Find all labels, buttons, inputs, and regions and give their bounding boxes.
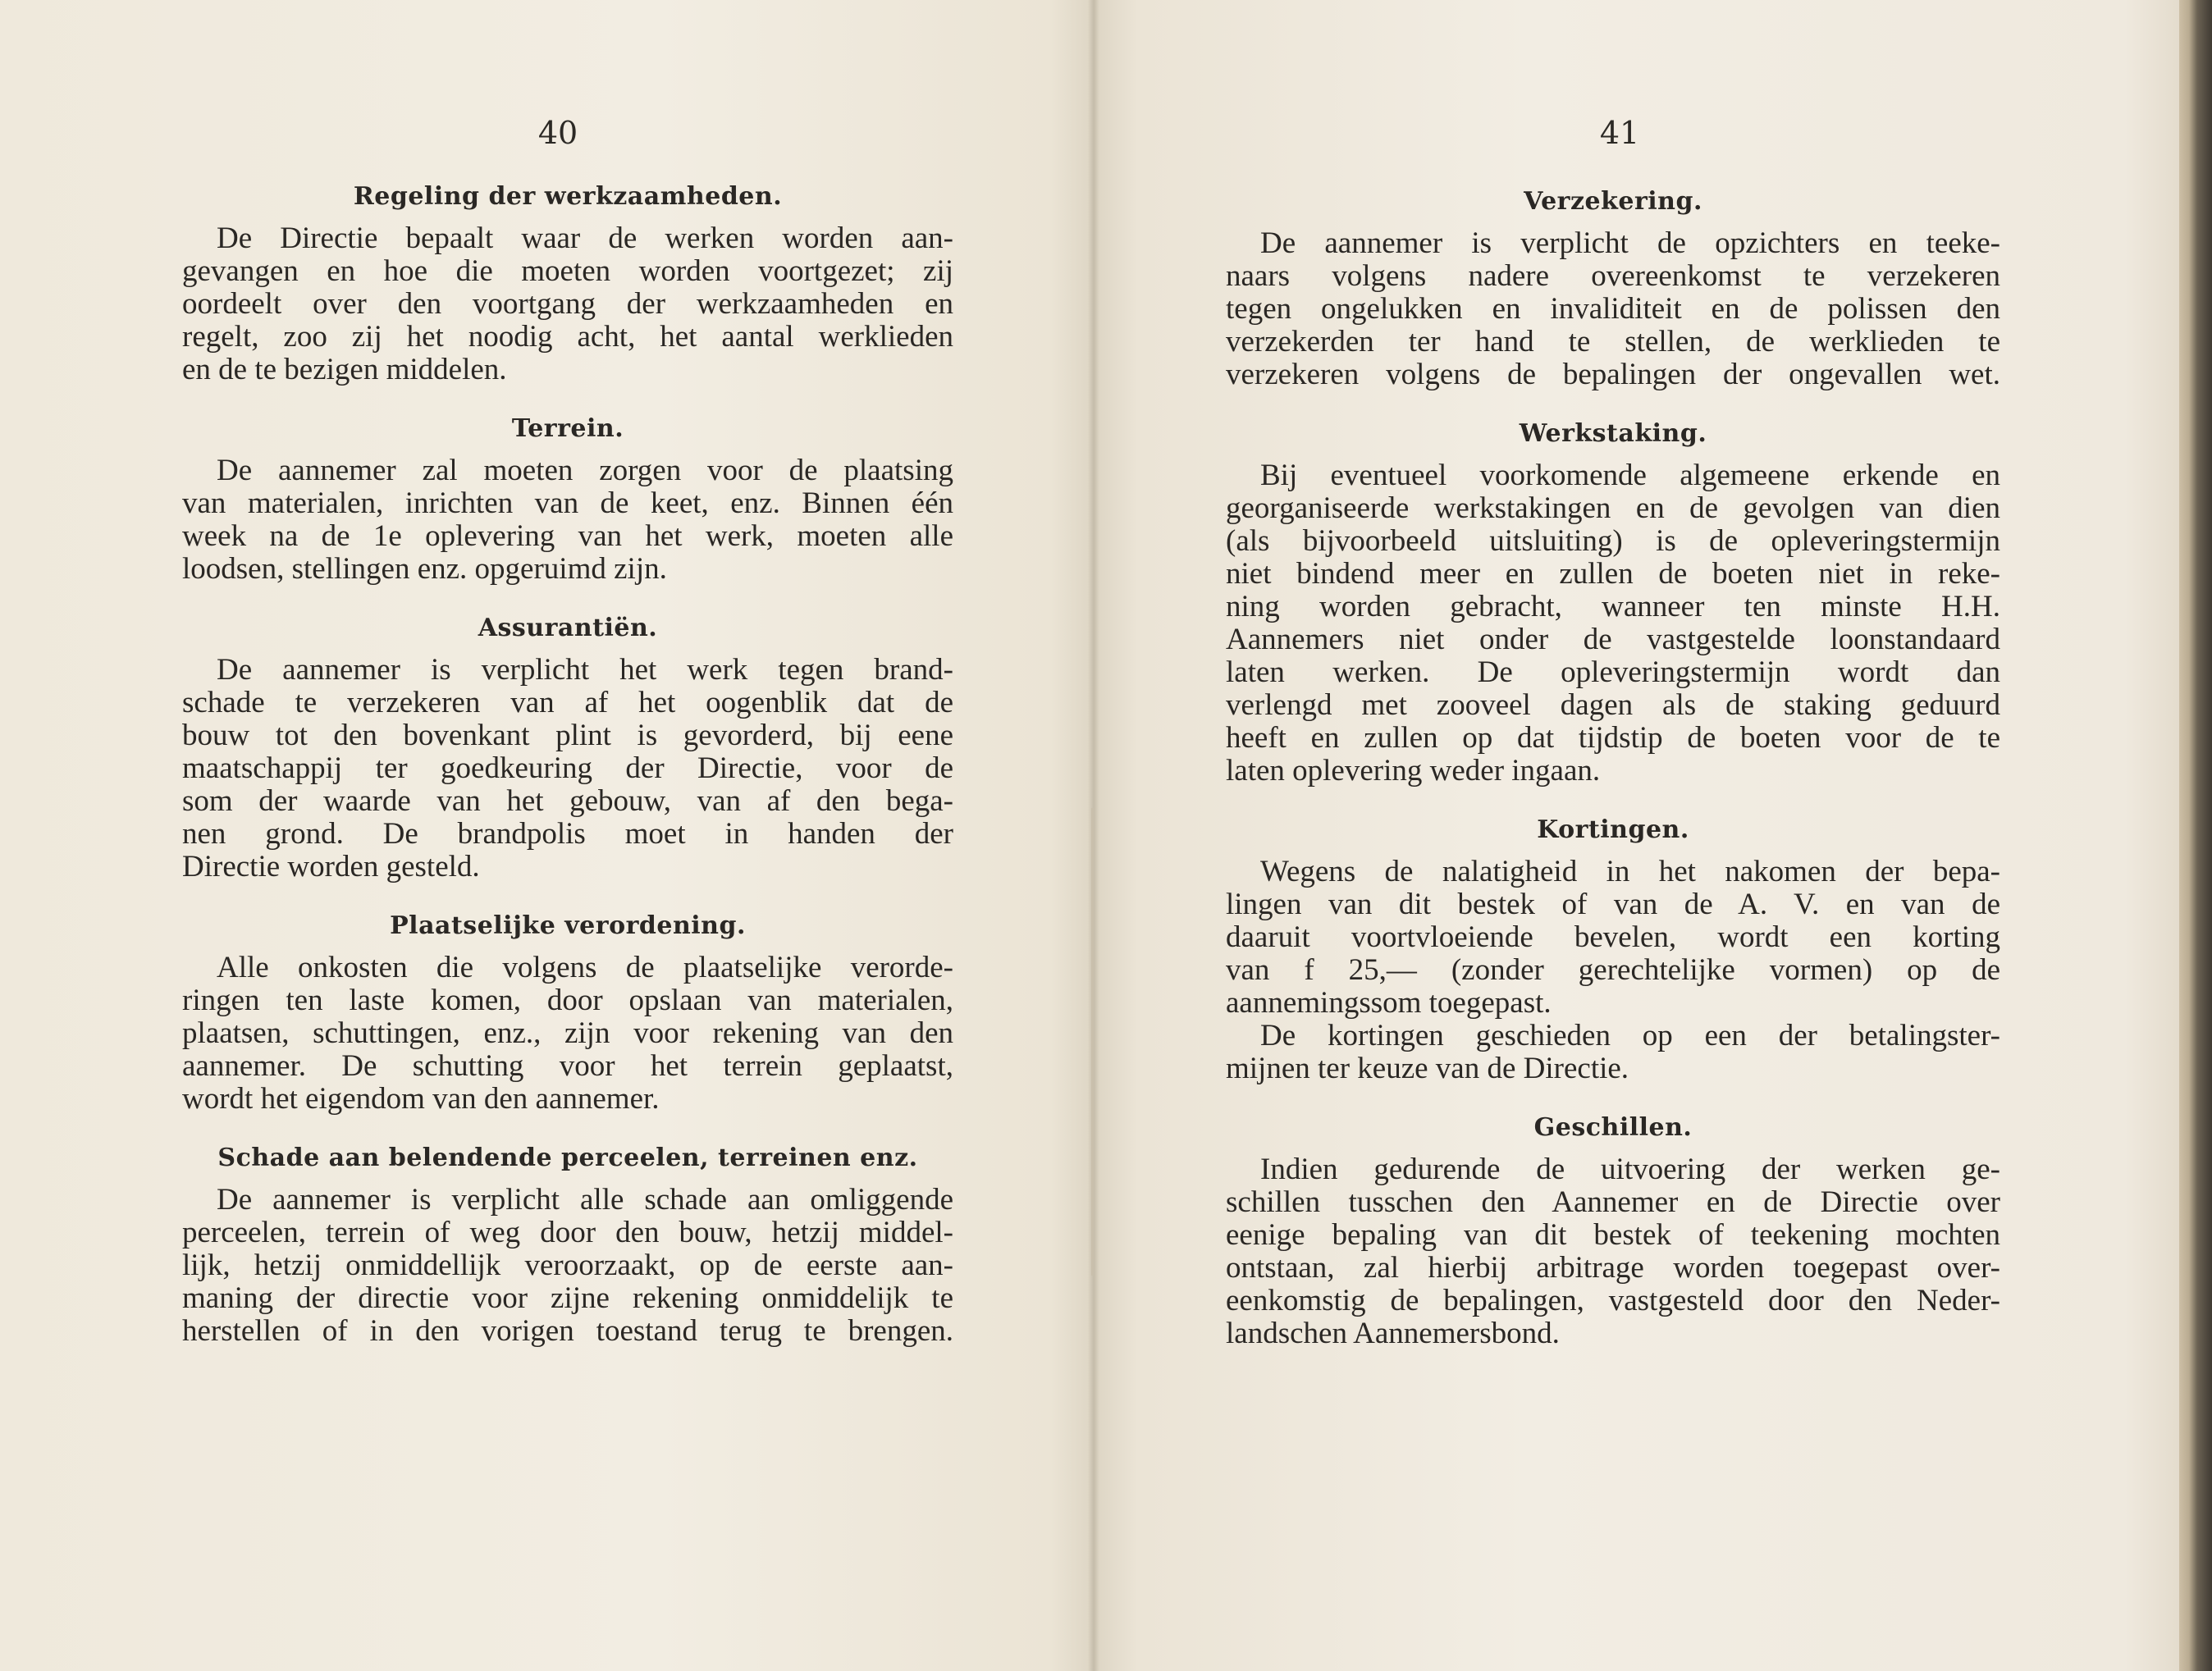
text-line: nen grond. De brandpolis moet in handen der: [182, 817, 953, 851]
right-page-text: [1226, 187, 2000, 1350]
left-page-text: [182, 182, 953, 1348]
text-line: De kortingen geschieden op een der betalingster-: [1260, 1019, 2000, 1052]
section-kortingen: [1226, 815, 2000, 1085]
text-line: daaruit voortvloeiende bevelen, wordt een korting: [1226, 920, 2000, 954]
text-line: De aannemer is verplicht alle schade aan omliggende: [217, 1183, 953, 1217]
text-line: laten werken. De opleveringstermijn wordt dan: [1226, 655, 2000, 689]
text-line: Aannemers niet onder de vastgestelde loonstandaard: [1226, 623, 2000, 656]
section-heading: Plaatselijke verordening.: [390, 911, 746, 940]
section-terrein: [182, 414, 953, 586]
section-paragraph: [182, 1184, 953, 1348]
binding-stitch: [1091, 808, 1094, 1276]
text-line: Directie worden gesteld.: [182, 850, 480, 883]
section-plaatselijke-verordening: [182, 911, 953, 1116]
text-line: van f 25,— (zonder gerechtelijke vormen) op de: [1226, 953, 2000, 987]
text-line: De aannemer is verplicht het werk tegen brand-: [217, 653, 953, 687]
text-line: perceelen, terrein of weg door den bouw, hetzij middel-: [182, 1216, 953, 1249]
text-line: wordt het eigendom van den aannemer.: [182, 1082, 660, 1116]
page-edge: [2179, 0, 2212, 1671]
section-werkstaking: [1226, 419, 2000, 788]
text-line: ontstaan, zal hierbij arbitrage worden toegepast over-: [1226, 1251, 2000, 1285]
section-heading: Geschillen.: [1533, 1113, 1693, 1142]
text-line: verzekeren volgens de bepalingen der ongevallen wet.: [1226, 358, 2000, 391]
section-regeling: [182, 182, 953, 386]
text-line: verzekerden ter hand te stellen, de werklieden te: [1226, 325, 2000, 358]
text-line: maatschappij ter goedkeuring der Directie, voor de: [182, 751, 953, 785]
text-line: Bij eventueel voorkomende algemeene erkende en: [1260, 459, 2000, 492]
page-number-right: 41: [1599, 115, 1640, 151]
text-line: en de te bezigen middelen.: [182, 353, 507, 386]
text-line: eenige bepaling van dit bestek of teekening mochten: [1226, 1218, 2000, 1252]
text-line: regelt, zoo zij het noodig acht, het aantal werklieden: [182, 320, 953, 354]
text-line: (als bijvoorbeeld uitsluiting) is de opleveringstermijn: [1226, 524, 2000, 558]
section-paragraph: [182, 654, 953, 883]
text-line: plaatsen, schuttingen, enz., zijn voor rekening van den: [182, 1016, 953, 1050]
section-verzekering: [1226, 187, 2000, 391]
section-paragraph: [182, 454, 953, 586]
text-line: De Directie bepaalt waar de werken worden aan-: [217, 221, 953, 255]
text-line: heeft en zullen op dat tijdstip de boeten voor de te: [1226, 721, 2000, 755]
section-paragraph: [182, 222, 953, 386]
text-line: maning der directie voor zijne rekening onmiddelijk te: [182, 1281, 953, 1315]
text-line: som der waarde van het gebouw, van af den bega-: [182, 784, 953, 818]
section-heading: Schade aan belendende perceelen, terreinen enz.: [217, 1144, 918, 1172]
text-line: lijk, hetzij onmiddellijk veroorzaakt, op de eerste aan-: [182, 1249, 953, 1282]
book-gutter: [1088, 0, 1099, 1671]
text-line: oordeelt over den voortgang der werkzaamheden en: [182, 287, 953, 321]
text-line: week na de 1e oplevering van het werk, moeten alle: [182, 519, 953, 553]
text-line: eenkomstig de bepalingen, vastgesteld door den Neder-: [1226, 1284, 2000, 1317]
section-paragraph: [1226, 856, 2000, 1085]
section-heading: Verzekering.: [1524, 187, 1702, 216]
text-line: aannemer. De schutting voor het terrein geplaatst,: [182, 1049, 953, 1083]
text-line: bouw tot den bovenkant plint is gevorderd, bij eene: [182, 719, 953, 752]
text-line: lingen van dit bestek of van de A. V. en van de: [1226, 888, 2000, 921]
text-line: naars volgens nadere overeenkomst te verzekeren: [1226, 259, 2000, 293]
text-line: herstellen of in den vorigen toestand terug te brengen.: [182, 1314, 953, 1348]
text-line: Alle onkosten die volgens de plaatselijke verorde-: [217, 951, 953, 984]
left-page: [0, 0, 1095, 1671]
text-line: gevangen en hoe die moeten worden voortgezet; zij: [182, 254, 953, 288]
text-line: De aannemer zal moeten zorgen voor de plaatsing: [217, 454, 953, 487]
text-line: laten oplevering weder ingaan.: [1226, 754, 1601, 788]
section-schade: [182, 1144, 953, 1348]
text-line: niet bindend meer en zullen de boeten niet in reke-: [1226, 557, 2000, 591]
section-assurantien: [182, 614, 953, 883]
text-line: verlengd met zooveel dagen als de staking geduurd: [1226, 688, 2000, 722]
text-line: van materialen, inrichten van de keet, enz. Binnen één: [182, 486, 953, 520]
text-line: landschen Aannemersbond.: [1226, 1317, 1560, 1350]
section-heading: Kortingen.: [1537, 815, 1689, 844]
section-heading: Terrein.: [511, 414, 624, 443]
text-line: schillen tusschen den Aannemer en de Directie over: [1226, 1185, 2000, 1219]
text-line: aannemingssom toegepast.: [1226, 986, 1552, 1020]
text-line: ringen ten laste komen, door opslaan van materialen,: [182, 984, 953, 1017]
section-paragraph: [1226, 459, 2000, 788]
section-paragraph: [1226, 1153, 2000, 1350]
text-line: loodsen, stellingen enz. opgeruimd zijn.: [182, 552, 667, 586]
section-heading: Assurantiën.: [478, 614, 658, 642]
text-line: Indien gedurende de uitvoering der werken ge-: [1260, 1153, 2000, 1186]
section-geschillen: [1226, 1113, 2000, 1350]
text-line: georganiseerde werkstakingen en de gevolgen van dien: [1226, 491, 2000, 525]
text-line: ning worden gebracht, wanneer ten minste H.H.: [1226, 590, 2000, 623]
section-heading: Werkstaking.: [1519, 419, 1707, 448]
text-line: schade te verzekeren van af het oogenblik dat de: [182, 686, 953, 719]
page-number-left: 40: [537, 115, 578, 151]
section-paragraph: [182, 952, 953, 1116]
text-line: Wegens de nalatigheid in het nakomen der bepa-: [1260, 855, 2000, 888]
section-heading: Regeling der werkzaamheden.: [353, 182, 783, 211]
text-line: tegen ongelukken en invaliditeit en de polissen den: [1226, 292, 2000, 326]
section-paragraph: [1226, 227, 2000, 391]
text-line: De aannemer is verplicht de opzichters en teeke-: [1260, 226, 2000, 260]
text-line: mijnen ter keuze van de Directie.: [1226, 1052, 1629, 1085]
